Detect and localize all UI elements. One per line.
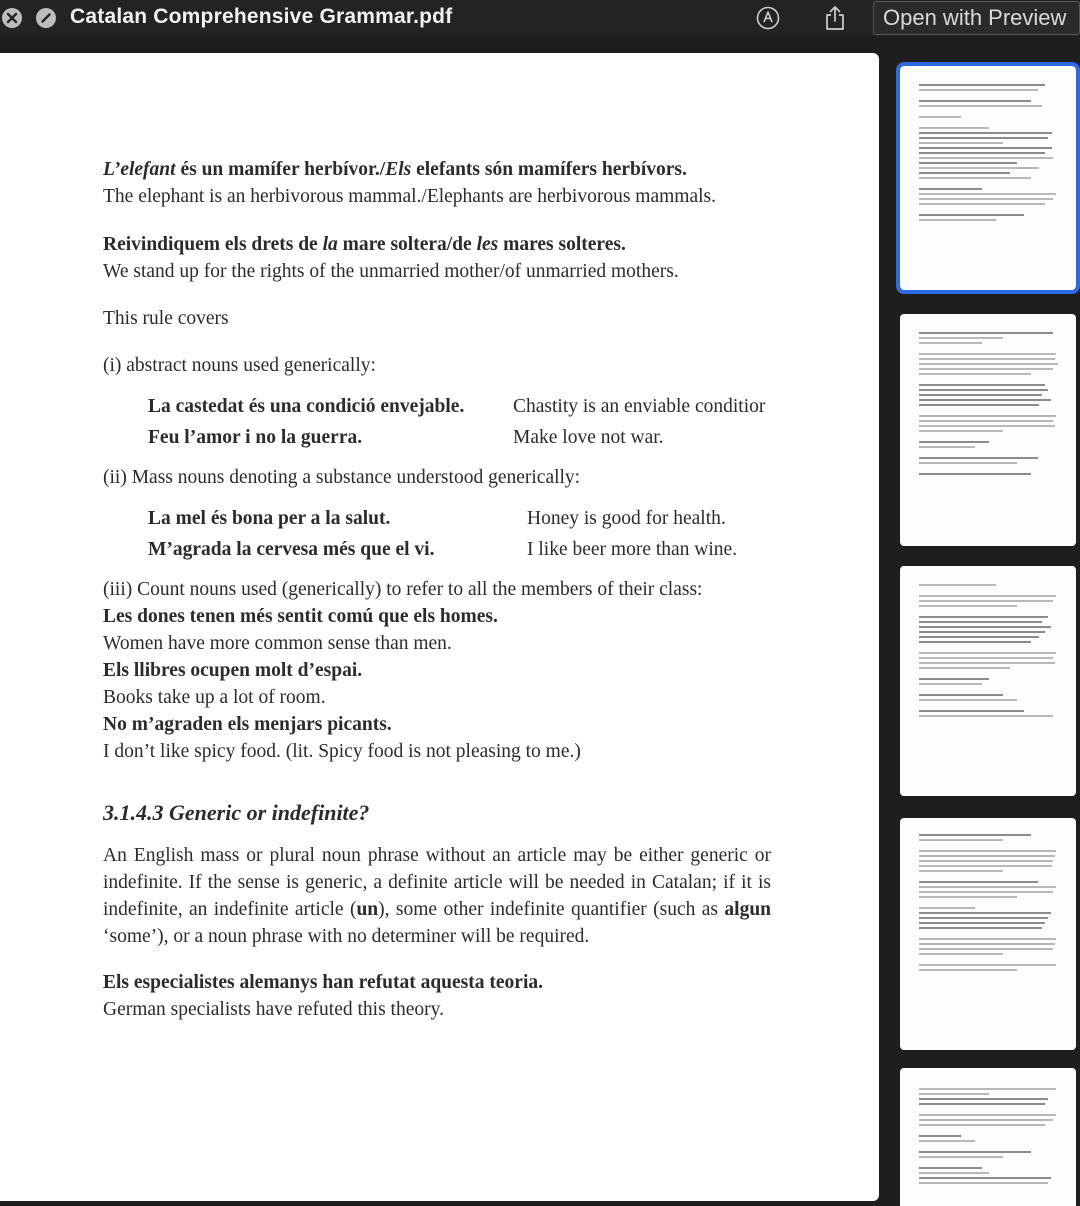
close-icon[interactable]	[2, 8, 22, 28]
case-iii-line-3-catalan: No m’agraden els menjars picants.	[103, 714, 392, 735]
section-heading: 3.1.4.3 Generic or indefinite?	[103, 800, 370, 825]
page-thumbnail-3[interactable]	[900, 566, 1076, 796]
case-ii-row-1-catalan: La mel és bona per a la salut.	[148, 508, 391, 529]
case-iii-label: (iii) Count nouns used (generically) to refer to all the members of their class:	[103, 579, 703, 600]
case-i-row-1-catalan: La castedat és una condició envejable.	[148, 396, 465, 417]
final-example-catalan: Els especialistes alemanys han refutat aquesta teoria.	[103, 972, 543, 993]
case-ii-row-2-english: I like beer more than wine.	[527, 539, 738, 560]
page-thumbnail-5[interactable]	[900, 1068, 1076, 1206]
title-bar	[0, 0, 1080, 36]
example-2-english: We stand up for the rights of the unmarried mother/of unmarried mothers.	[103, 261, 679, 282]
case-ii-row-2-catalan: M’agrada la cervesa més que el vi.	[148, 539, 435, 560]
example-2-catalan: Reivindiquem els drets de la mare soltera/de les mares solteres.	[103, 234, 626, 255]
window-title: Catalan Comprehensive Grammar.pdf	[70, 5, 453, 28]
rule-intro: This rule covers	[103, 308, 229, 329]
block-icon[interactable]	[36, 8, 56, 28]
case-ii-label: (ii) Mass nouns denoting a substance understood generically:	[103, 467, 581, 488]
markup-pen-icon[interactable]	[756, 6, 780, 30]
case-iii-line-1-catalan: Les dones tenen més sentit comú que els homes.	[103, 606, 498, 627]
case-i-label: (i) abstract nouns used generically:	[103, 355, 376, 376]
page-thumbnail-2[interactable]	[900, 314, 1076, 546]
case-i-row-2-catalan: Feu l’amor i no la guerra.	[148, 427, 363, 448]
page-thumbnail-4[interactable]	[900, 818, 1076, 1050]
case-iii-line-1-english: Women have more common sense than men.	[103, 633, 452, 654]
open-with-preview-button[interactable]: Open with Preview	[873, 1, 1080, 35]
case-iii-line-3-english: I don’t like spicy food. (lit. Spicy food is not pleasing to me.)	[103, 741, 581, 762]
example-1-catalan: L’elefant és un mamífer herbívor./Els elefants són mamífers herbívors.	[103, 159, 687, 180]
case-i-row-1-english: Chastity is an enviable conditior	[513, 396, 766, 417]
case-iii-line-2-english: Books take up a lot of room.	[103, 687, 326, 708]
case-i-row-2-english: Make love not war.	[513, 427, 664, 448]
case-iii-line-2-catalan: Els llibres ocupen molt d’espai.	[103, 660, 363, 681]
case-ii-row-1-english: Honey is good for health.	[527, 508, 726, 529]
final-example-english: German specialists have refuted this theory.	[103, 999, 444, 1020]
body-paragraph: An English mass or plural noun phrase without an article may be either generic or indefinite. If the sense is generic, a definite article will be needed in Catalan; if it is indefinite, an indefinite article (un), some other indefinite quantifier (such as algun ‘some’), or a noun phrase with no determiner will be required.	[103, 845, 772, 947]
pdf-page[interactable]	[0, 53, 879, 1201]
page-thumbnail-1[interactable]	[900, 66, 1076, 290]
share-icon[interactable]	[824, 4, 846, 32]
example-1-english: The elephant is an herbivorous mammal./Elephants are herbivorous mammals.	[103, 186, 716, 207]
